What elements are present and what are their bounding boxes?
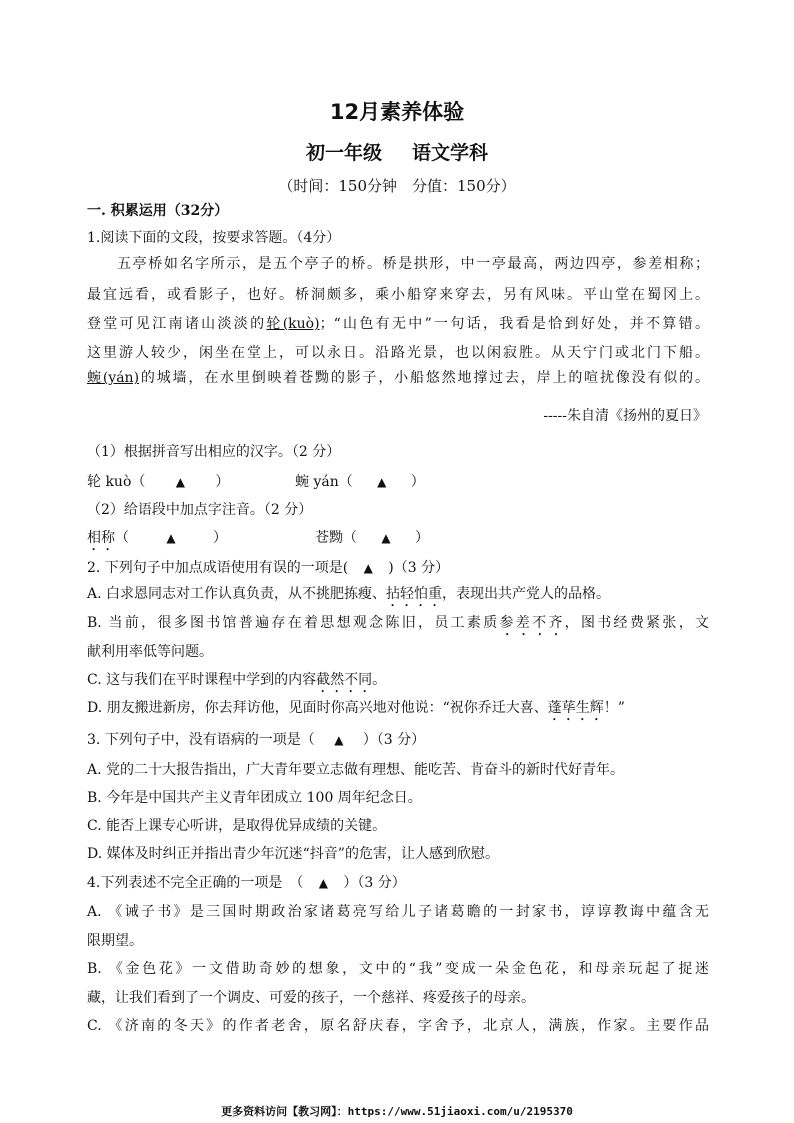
q4-prompt: 4.下列表述不完全正确的一项是 （ ▲ ）（3 分） bbox=[87, 875, 406, 891]
q2-option-d: D. 朋友搬进新房，你去拜访他，见面时你高兴地对他说：“祝你乔迁大喜、蓬荜生辉！” bbox=[87, 700, 625, 716]
answer-blank: ▲ bbox=[381, 531, 391, 545]
passage-line-2: 最宜远看，或看影子，也好。桥洞颇多，乘小船穿来穿去，另有风味。平山堂在蜀冈上。 bbox=[87, 287, 709, 303]
q3-option-b: B. 今年是中国共产主义青年团成立 100 周年纪念日。 bbox=[87, 790, 422, 806]
q3-prompt: 3. 下列句子中，没有语病的一项是（ ▲ ）（3 分） bbox=[87, 732, 426, 748]
q2-prompt: 2. 下列句子中加点成语使用有误的一项是( ▲ )（3 分） bbox=[87, 560, 450, 576]
passage-line-4: 这里游人较少，闲坐在堂上，可以永日。沿路光景，也以闲寂胜。从天宁门或北门下船。 bbox=[87, 345, 709, 361]
passage-source: -----朱自清《扬州的夏日》 bbox=[543, 408, 707, 424]
answer-blank: ▲ bbox=[363, 561, 373, 575]
q4-option-c: C. 《济南的冬天》的作者老舍，原名舒庆春，字舍予，北京人，满族，作家。主要作品 bbox=[87, 1018, 709, 1034]
q3-option-c: C. 能否上课专心听讲，是取得优异成绩的关键。 bbox=[87, 818, 387, 834]
q4-option-a-cont: 限期望。 bbox=[87, 933, 143, 949]
answer-blank: ▲ bbox=[318, 876, 328, 890]
q2-option-a: A. 白求恩同志对工作认真负责，从不挑肥拣瘦、拈轻怕重，表现出共产党人的品格。 bbox=[87, 586, 611, 602]
q2-option-b: B. 当前，很多图书馆普遍存在着思想观念陈旧，员工素质参差不齐，图书经费紧张，文 bbox=[87, 615, 710, 631]
answer-blank: ▲ bbox=[166, 531, 176, 545]
answer-blank: ▲ bbox=[377, 475, 387, 489]
q1-sub2: （2）给语段中加点字注音。（2 分） bbox=[87, 502, 313, 518]
exam-info: （时间：150分钟 分值：150分） bbox=[278, 177, 516, 195]
grade-subject bbox=[0, 138, 794, 165]
page-title: 12月素养体验 bbox=[329, 100, 465, 124]
q3-option-d: D. 媒体及时纠正并指出青少年沉迷“抖音”的危害，让人感到欣慰。 bbox=[87, 846, 499, 862]
q2-option-c: C. 这与我们在平时课程中学到的内容截然不同。 bbox=[87, 672, 387, 688]
answer-blank: ▲ bbox=[334, 733, 344, 747]
passage-line-1: 五亭桥如名字所示，是五个亭子的桥。桥是拱形，中一亭最高，两边四亭，参差相称； bbox=[117, 256, 709, 272]
underlined-word: 蜿(yán) bbox=[87, 370, 140, 386]
passage-line-3: 登堂可见江南诸山淡淡的轮(kuò)；“山色有无中”一句话，我看是恰到好处，并不算错。 bbox=[87, 316, 709, 332]
q2-option-b-cont: 献利用率低等问题。 bbox=[87, 644, 213, 660]
q4-option-b: B. 《金色花》一文借助奇妙的想象，文中的“我”变成一朵金色花，和母亲玩起了捉迷 bbox=[87, 961, 709, 977]
answer-blank: ▲ bbox=[175, 475, 185, 489]
passage-line-5: 蜿(yán)的城墙，在水里倒映着苍黝的影子，小船悠然地撑过去，岸上的喧扰像没有似的。 bbox=[87, 370, 709, 386]
q1-sub1: （1）根据拼音写出相应的汉字。（2 分） bbox=[87, 444, 341, 460]
grade: 初一年级 bbox=[305, 142, 382, 164]
q1-sub1-a: 轮 kuò（ ▲ ） bbox=[87, 474, 230, 490]
underlined-word: 轮(kuò) bbox=[266, 316, 320, 332]
q1-sub2-b: 苍黝（ ▲ ） bbox=[315, 530, 429, 546]
q1-prompt: 1.阅读下面的文段，按要求答题。（4分） bbox=[87, 230, 341, 246]
footer-link[interactable]: 更多资料访问【教习网】：https://www.51jiaoxi.com/u/2195370 bbox=[221, 1105, 573, 1118]
section-heading: 一. 积累运用（32分） bbox=[87, 203, 229, 219]
subject: 语文学科 bbox=[412, 142, 489, 164]
q4-option-a: A. 《诫子书》是三国时期政治家诸葛亮写给儿子诸葛瞻的一封家书，谆谆教诲中蕴含无 bbox=[87, 904, 709, 920]
q4-option-b-cont: 藏，让我们看到了一个调皮、可爱的孩子，一个慈祥、疼爱孩子的母亲。 bbox=[87, 990, 535, 1006]
q1-sub1-b: 蜿 yán（ ▲ ） bbox=[295, 474, 425, 490]
q1-sub2-a: 相称（ ▲ ） bbox=[87, 530, 227, 546]
q3-option-a: A. 党的二十大报告指出，广大青年要立志做有理想、能吃苦、肯奋斗的新时代好青年。 bbox=[87, 762, 625, 778]
